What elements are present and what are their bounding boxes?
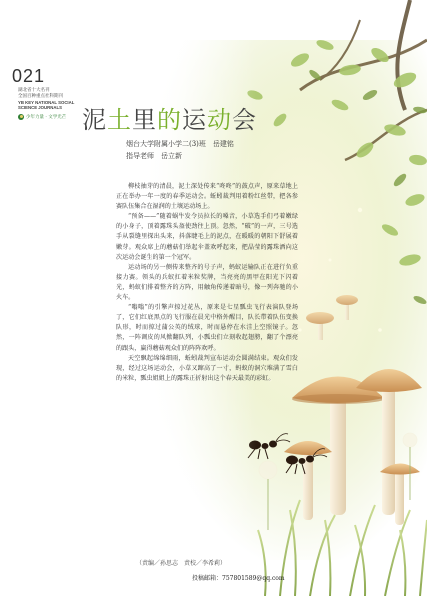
submission-email: 投稿邮箱：757801589@qq.com [192, 575, 285, 582]
page-number: 021 [12, 66, 46, 86]
meta-line-en-2: SCIENCE JOURNALS [18, 105, 62, 111]
meta-line-en-1: YB KEY NATIONAL SOCIAL [18, 100, 75, 105]
paragraph: 天空飘起绵绵细雨，蚯蚓裁判宣布运动会圆满结束。观众们发现，经过这场运动会，小草又蹿高了一寸，蚂蚁的洞穴堆满了雪白的米粒，瓢虫姐姐上的露珠正折射出这个春天最美的彩虹。 [116, 354, 298, 382]
paragraph: “预备——”随着蜗牛发令员拉长的嗓音，小草选手们弓着嫩绿的小身子，顶着露珠头盔使劲往上顶。忽然，“破”的一声，三号选手从裂缝里探出头来，抖落睫毛上的泥点，在暖暖的朝阳下舒展着嫩芽。观众席上的蘑菇们举起伞盖欢呼起来，把晶莹的露珠洒向这次运动会诞生的第一个冠军。 [116, 213, 298, 261]
title-char: 的 [157, 106, 182, 134]
article-body [116, 182, 298, 384]
paragraph: 运动场的另一侧传来整齐的号子声，蚂蚁运输队正在进行负重接力赛。领头的兵蚁扛着米粒奖牌，当亮亮的黑甲在阳光下闪着光，蚂蚁们排着整齐的方阵，用触角传递着暗号，像一列奔驰的小火车。 [116, 263, 298, 302]
meta-line-1: 湖北省十大名刊 [18, 88, 50, 93]
brand-logo-icon [18, 114, 24, 120]
title-char: 动 [207, 106, 232, 134]
title-char: 会 [232, 106, 257, 134]
article-title [82, 100, 257, 135]
author-line: 烟台大学附属小学二(3)班 岳建铭 [126, 140, 234, 148]
editor-credits: （责编／孙思志 责校／李希莉） [136, 560, 227, 567]
title-char: 里 [132, 106, 157, 134]
title-char: 泥 [82, 106, 107, 134]
paragraph: “嗡嗡”的引擎声掠过花丛，原来是七星瓢虫飞行表演队登场了，它们红底黑点的飞行服在晨光中格外醒目，队长带着队伍变换队形，时而掠过蒲公英的绒球，时而悬停在水洼上空照镜子。忽然，一阵调皮的风掀翻队列，小瓢虫们立刻收起翅膀，翻了个漂亮的跟头，赢得蘑菇观众们的阵阵欢呼。 [116, 304, 298, 352]
meta-line-2: 全国百种重点社科期刊 [18, 94, 63, 99]
paragraph: 柳枝抽芽的清晨，泥土深处传来“咚咚”的鼓点声，原来草地上正在举办一年一度的春季运动会。蚯蚓裁判用着粉红丝带，把各参赛队伍集合在湿润的土壤运动场上。 [116, 183, 298, 211]
byline [126, 138, 234, 162]
title-char: 土 [107, 106, 132, 134]
title-char: 运 [182, 106, 207, 134]
brand-slogan: 少年力量 · 文学光芒 [26, 114, 67, 120]
teacher-line: 指导老师 岳立新 [126, 152, 182, 160]
